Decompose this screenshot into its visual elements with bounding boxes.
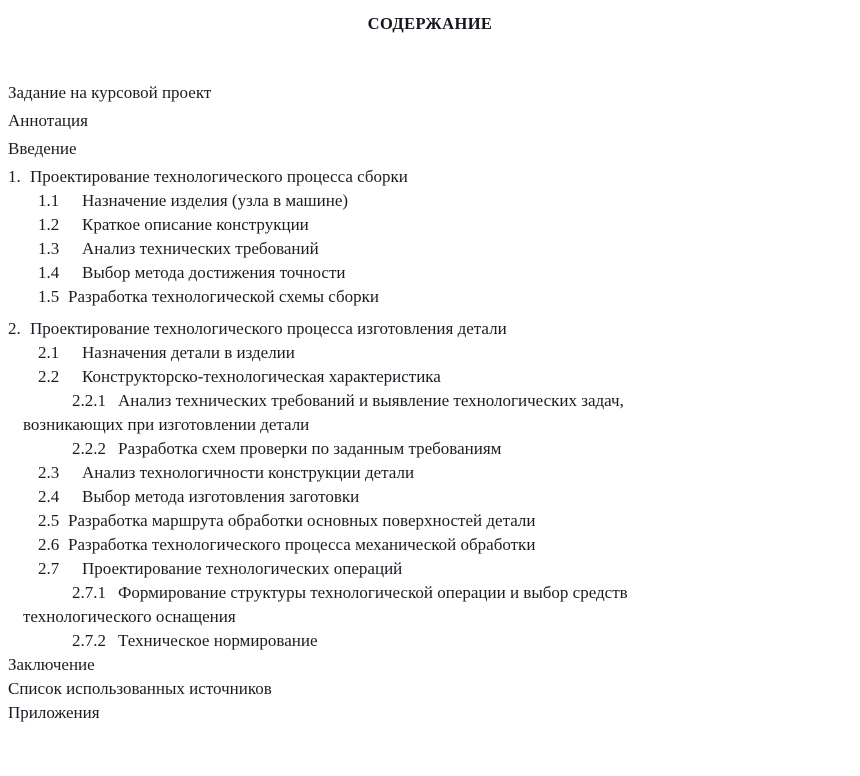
toc-entry-2-7-2[interactable] <box>0 632 860 656</box>
toc-entry-2-4[interactable] <box>0 488 860 512</box>
toc-entry-1-1[interactable] <box>0 192 860 216</box>
toc-entry-label: Краткое описание конструкции <box>82 215 309 234</box>
toc-entry-label: Конструкторско-технологическая характеристика <box>82 367 441 386</box>
toc-entry-label: Выбор метода изготовления заготовки <box>82 487 360 506</box>
toc-entry-number: 2.2.2 <box>72 439 106 458</box>
toc-entry-2-7-1[interactable] <box>0 584 860 608</box>
toc-entry-label: Приложения <box>8 703 100 722</box>
toc-entry-label: Анализ технических требований <box>82 239 319 258</box>
toc-entry-label: Анализ технических требований и выявление технологических задач, <box>118 391 624 410</box>
toc-entry-1-5[interactable] <box>0 288 860 312</box>
toc-entry-2-7-1-continuation <box>0 608 860 632</box>
toc-entry-number: 2.3 <box>38 463 60 482</box>
toc-entry-number: 2.4 <box>38 487 60 506</box>
toc-entry-2-2-2[interactable] <box>0 440 860 464</box>
toc-entry-number: 2.5 <box>38 511 60 530</box>
toc-entry-2-3[interactable] <box>0 464 860 488</box>
toc-entry-assignment[interactable] <box>0 84 860 112</box>
toc-entry-label: возникающих при изготовлении детали <box>23 415 310 434</box>
toc-entry-number: 1.2 <box>38 215 60 234</box>
toc-entry-1-2[interactable] <box>0 216 860 240</box>
toc-entry-label: Разработка технологической схемы сборки <box>68 287 380 306</box>
toc-entry-label: Формирование структуры технологической операции и выбор средств <box>118 583 628 602</box>
toc-entry-label: Задание на курсовой проект <box>8 83 212 102</box>
toc-entry-2-7[interactable] <box>0 560 860 584</box>
toc-entry-label: Проектирование технологического процесса сборки <box>30 167 408 186</box>
toc-entry-number: 2.7 <box>38 559 60 578</box>
toc-entry-abstract[interactable] <box>0 112 860 140</box>
toc-entry-label: Разработка схем проверки по заданным требованиям <box>118 439 502 458</box>
toc-entry-label: Разработка технологического процесса механической обработки <box>68 535 536 554</box>
toc-entry-label: Аннотация <box>8 111 88 130</box>
toc-entry-2-5[interactable] <box>0 512 860 536</box>
toc-entry-number: 1.1 <box>38 191 60 210</box>
page-title: СОДЕРЖАНИЕ <box>367 14 493 33</box>
toc-entry-label: Введение <box>8 139 77 158</box>
toc-entry-label: технологического оснащения <box>23 607 236 626</box>
toc-entry-label: Проектирование технологического процесса изготовления детали <box>30 319 507 338</box>
toc-entry-introduction[interactable] <box>0 140 860 168</box>
toc-entry-chapter-2[interactable] <box>0 320 860 344</box>
toc-entry-label: Анализ технологичности конструкции детали <box>82 463 415 482</box>
table-of-contents-list <box>0 84 860 728</box>
toc-entry-2-1[interactable] <box>0 344 860 368</box>
toc-entry-number: 2.2.1 <box>72 391 106 410</box>
toc-entry-number: 1. <box>8 167 21 186</box>
toc-entry-2-2[interactable] <box>0 368 860 392</box>
toc-entry-2-2-1[interactable] <box>0 392 860 416</box>
toc-entry-number: 1.3 <box>38 239 60 258</box>
toc-entry-references[interactable] <box>0 680 860 704</box>
toc-entry-1-4[interactable] <box>0 264 860 288</box>
toc-entry-number: 2.7.2 <box>72 631 106 650</box>
toc-entry-label: Техническое нормирование <box>118 631 318 650</box>
toc-entry-number: 2.1 <box>38 343 60 362</box>
toc-entry-number: 2.6 <box>38 535 60 554</box>
toc-entry-label: Разработка маршрута обработки основных поверхностей детали <box>68 511 536 530</box>
toc-entry-label: Заключение <box>8 655 95 674</box>
toc-entry-number: 1.5 <box>38 287 60 306</box>
toc-entry-2-6[interactable] <box>0 536 860 560</box>
toc-entry-number: 2. <box>8 319 21 338</box>
toc-entry-label: Список использованных источников <box>8 679 272 698</box>
toc-entry-1-3[interactable] <box>0 240 860 264</box>
toc-entry-label: Назначения детали в изделии <box>82 343 295 362</box>
toc-entry-appendices[interactable] <box>0 704 860 728</box>
toc-entry-label: Проектирование технологических операций <box>82 559 403 578</box>
toc-entry-2-2-1-continuation <box>0 416 860 440</box>
toc-entry-chapter-1[interactable] <box>0 168 860 192</box>
toc-entry-number: 1.4 <box>38 263 60 282</box>
toc-entry-number: 2.7.1 <box>72 583 106 602</box>
toc-entry-conclusion[interactable] <box>0 656 860 680</box>
toc-entry-label: Назначение изделия (узла в машине) <box>82 191 349 210</box>
toc-entry-label: Выбор метода достижения точности <box>82 263 346 282</box>
toc-entry-number: 2.2 <box>38 367 60 386</box>
